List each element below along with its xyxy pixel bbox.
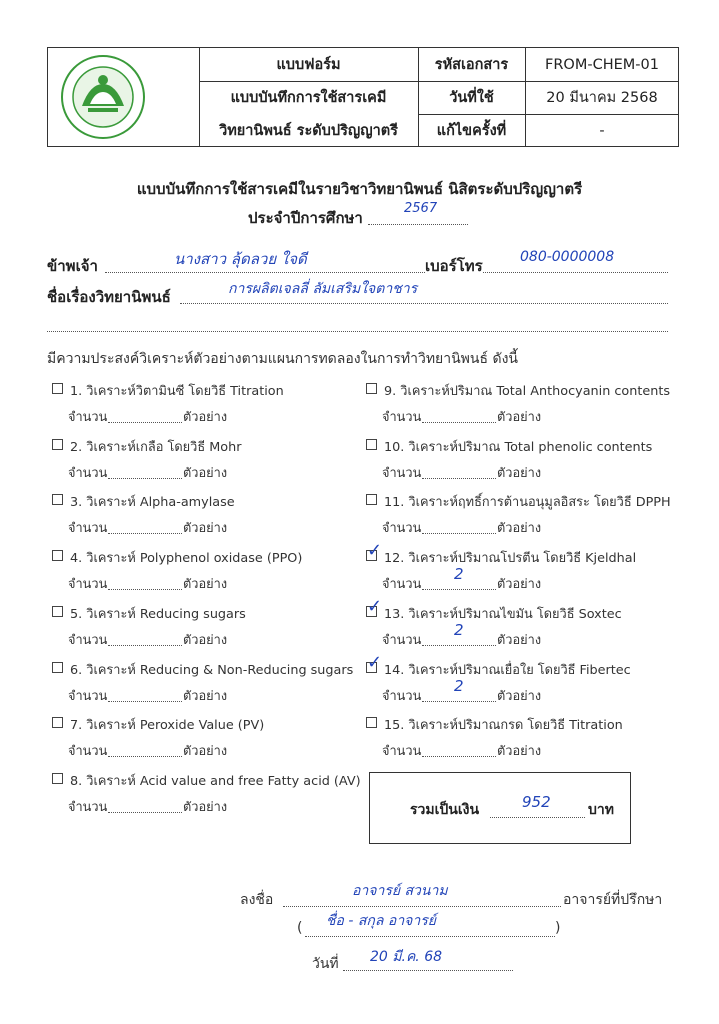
doc-code-label: รหัสเอกสาร xyxy=(434,57,509,73)
advisor-role: อาจารย์ที่ปรึกษา xyxy=(563,892,663,908)
date-value: 20 มี.ค. 68 xyxy=(370,949,443,965)
checkbox-6[interactable] xyxy=(52,662,63,673)
close-paren: ) xyxy=(555,920,561,936)
analysis-item-label: 4. วิเคราะห์ Polyphenol oxidase (PPO) xyxy=(70,551,303,567)
qty-label: จำนวน xyxy=(68,744,108,760)
revision-label: แก้ไขครั้งที่ xyxy=(436,123,507,139)
form-title-1: แบบบันทึกการใช้สารเคมี xyxy=(230,90,387,106)
qty-label: จำนวน xyxy=(382,465,422,481)
unit-label: ตัวอย่าง xyxy=(183,744,228,760)
date-used: 20 มีนาคม 2568 xyxy=(546,90,658,106)
qty-label: จำนวน xyxy=(68,632,108,648)
checkmark-icon: ✓ xyxy=(367,540,383,562)
revision: - xyxy=(599,122,605,139)
checkbox-5[interactable] xyxy=(52,606,63,617)
unit-label: ตัวอย่าง xyxy=(183,632,228,648)
unit-label: ตัวอย่าง xyxy=(183,577,228,593)
analysis-item-label: 10. วิเคราะห์ปริมาณ Total phenolic contents xyxy=(384,439,653,455)
qty-value[interactable]: 2 xyxy=(454,676,464,695)
analysis-item-label: 12. วิเคราะห์ปริมาณโปรตีน โดยวิธี Kjeldhal xyxy=(384,551,637,567)
total-amount: 952 xyxy=(522,793,551,811)
checkbox-3[interactable] xyxy=(52,494,63,505)
advisor-name-value: ชื่อ - สกุล อาจารย์ xyxy=(326,913,436,929)
analysis-item-label: 14. วิเคราะห์ปริมาณเยื่อใย โดยวิธี Fibertec xyxy=(384,662,631,678)
unit-label: ตัวอย่าง xyxy=(497,521,542,537)
unit-label: ตัวอย่าง xyxy=(497,744,542,760)
academic-year-label: ประจำปีการศึกษา xyxy=(248,209,363,227)
thesis-label: ชื่อเรื่องวิทยานิพนธ์ xyxy=(47,288,171,306)
thesis-value: การผลิตเจลลี่ ลัมเสริมใจตาชาร xyxy=(228,281,418,297)
unit-label: ตัวอย่าง xyxy=(497,410,542,425)
checkbox-2[interactable] xyxy=(52,439,63,450)
checkmark-icon: ✓ xyxy=(367,651,383,673)
qty-label: จำนวน xyxy=(382,688,422,704)
academic-year-value: 2567 xyxy=(404,201,438,216)
unit-label: ตัวอย่าง xyxy=(497,465,542,481)
checkbox-1[interactable] xyxy=(366,383,377,394)
unit-label: ตัวอย่าง xyxy=(183,410,228,425)
qty-value[interactable]: 2 xyxy=(454,565,464,584)
form-title: แบบบันทึกการใช้สารเคมีในรายวิชาวิทยานิพนธ์ นิสิตระดับปริญญาตรี xyxy=(136,180,583,198)
checkbox-7[interactable] xyxy=(52,717,63,728)
analysis-item-label: 6. วิเคราะห์ Reducing & Non-Reducing sugars xyxy=(70,662,354,678)
qty-label: จำนวน xyxy=(68,465,108,481)
unit-label: ตัวอย่าง xyxy=(497,688,542,704)
unit-label: ตัวอย่าง xyxy=(183,688,228,704)
form-label: แบบฟอร์ม xyxy=(276,57,341,73)
checkbox-2[interactable] xyxy=(366,439,377,450)
qty-label: จำนวน xyxy=(68,521,108,537)
analysis-item-label: 15. วิเคราะห์ปริมาณกรด โดยวิธี Titration xyxy=(384,718,623,734)
checkbox-1[interactable] xyxy=(52,383,63,394)
name-value: นางสาว ลุ้ดลวย ใจดี xyxy=(174,250,307,268)
checkbox-3[interactable] xyxy=(366,494,377,505)
checkbox-7[interactable] xyxy=(366,717,377,728)
analysis-item-label: 3. วิเคราะห์ Alpha-amylase xyxy=(70,495,235,511)
analysis-item-label: 13. วิเคราะห์ปริมาณไขมัน โดยวิธี Soxtec xyxy=(384,606,622,622)
total-label: รวมเป็นเงิน xyxy=(410,802,480,818)
sign-label: ลงชื่อ xyxy=(240,892,274,908)
qty-value[interactable]: 2 xyxy=(454,620,464,639)
analysis-item-label: 2. วิเคราะห์เกลือ โดยวิธี Mohr xyxy=(70,439,242,455)
name-label: ข้าพเจ้า xyxy=(47,257,98,275)
unit-label: ตัวอย่าง xyxy=(183,465,228,481)
total-box xyxy=(369,772,631,844)
open-paren: ( xyxy=(297,920,303,936)
phone-label: เบอร์โทร xyxy=(425,257,483,275)
analysis-item-label: 1. วิเคราะห์วิตามินซี โดยวิธี Titration xyxy=(70,384,284,399)
form-title-2: วิทยานิพนธ์ ระดับปริญญาตรี xyxy=(219,123,398,139)
faculty-logo-icon xyxy=(60,54,146,140)
qty-label: จำนวน xyxy=(68,410,108,425)
unit-label: ตัวอย่าง xyxy=(497,577,542,593)
qty-label: จำนวน xyxy=(68,577,108,593)
unit-label: ตัวอย่าง xyxy=(183,521,228,537)
qty-label: จำนวน xyxy=(382,744,422,760)
qty-label: จำนวน xyxy=(68,799,108,815)
qty-label: จำนวน xyxy=(382,577,422,593)
phone-value: 080-0000008 xyxy=(520,249,615,265)
date-used-label: วันที่ใช้ xyxy=(449,90,494,106)
analysis-item-label: 11. วิเคราะห์ฤทธิ์การต้านอนุมูลอิสระ โดยวิธี DPPH xyxy=(384,495,671,511)
doc-code: FROM-CHEM-01 xyxy=(545,56,659,73)
analysis-item-label: 9. วิเคราะห์ปริมาณ Total Anthocyanin contents xyxy=(384,384,671,399)
qty-label: จำนวน xyxy=(382,521,422,537)
qty-label: จำนวน xyxy=(382,632,422,648)
analysis-item-label: 7. วิเคราะห์ Peroxide Value (PV) xyxy=(70,718,265,734)
qty-label: จำนวน xyxy=(382,410,422,425)
checkbox-4[interactable] xyxy=(52,550,63,561)
total-unit: บาท xyxy=(588,802,614,818)
date-label: วันที่ xyxy=(312,956,339,972)
analysis-item-label: 5. วิเคราะห์ Reducing sugars xyxy=(70,606,246,622)
purpose-text: มีความประสงค์วิเคราะห์ตัวอย่างตามแผนการทดลองในการทำวิทยานิพนธ์ ดังนี้ xyxy=(47,351,518,367)
unit-label: ตัวอย่าง xyxy=(183,799,228,815)
qty-label: จำนวน xyxy=(68,688,108,704)
checkmark-icon: ✓ xyxy=(367,595,383,617)
checkbox-8[interactable] xyxy=(52,773,63,784)
unit-label: ตัวอย่าง xyxy=(497,632,542,648)
sign-value: อาจารย์ สวนาม xyxy=(352,883,448,899)
analysis-item-label: 8. วิเคราะห์ Acid value and free Fatty acid (AV) xyxy=(70,773,361,789)
